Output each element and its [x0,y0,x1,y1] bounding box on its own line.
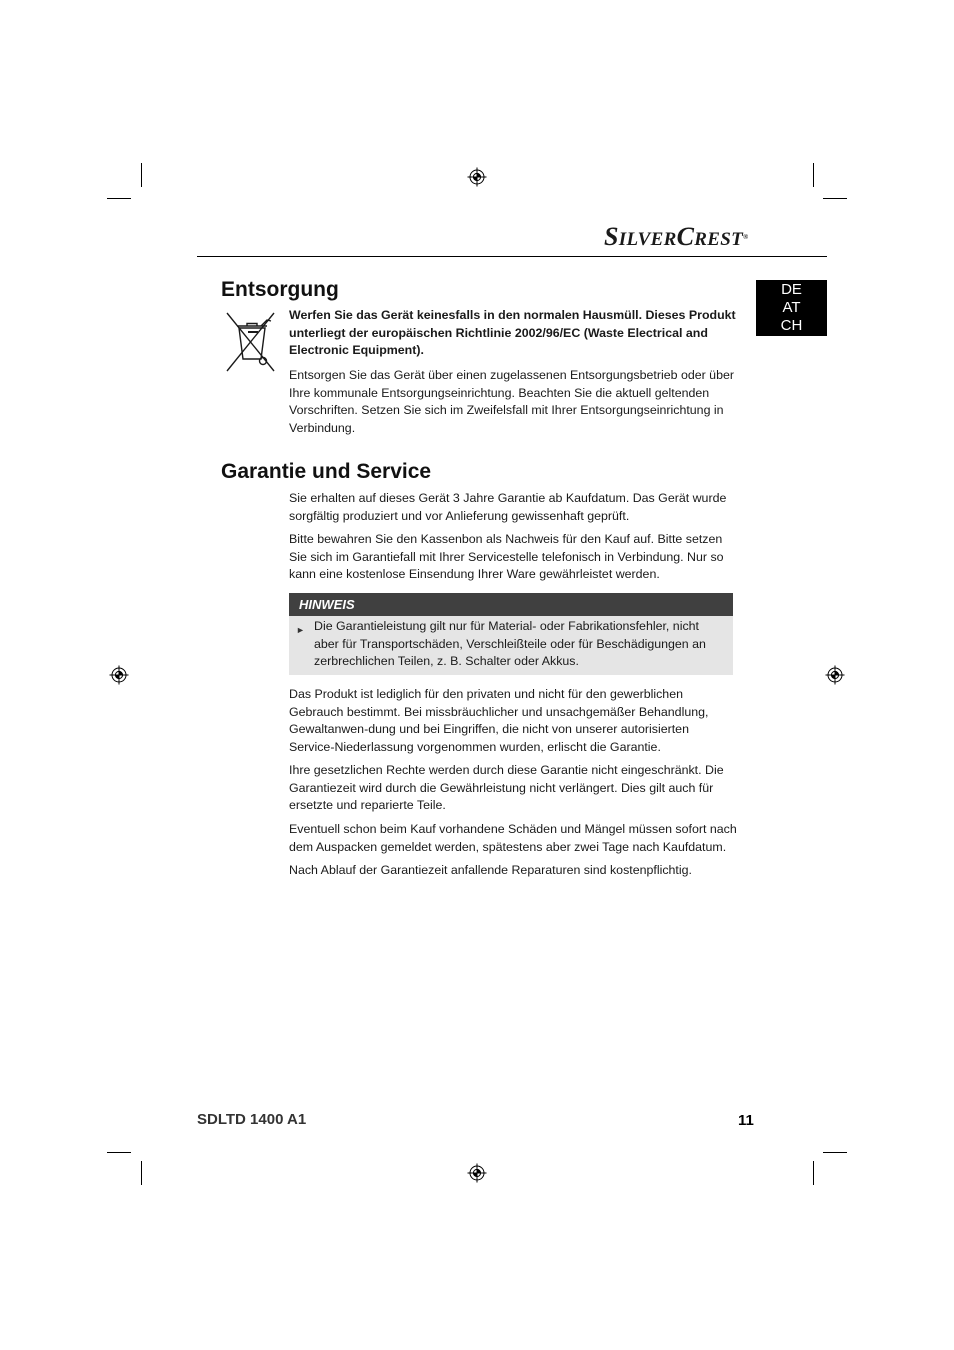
brand-logo [604,222,750,252]
registration-mark-top-icon [467,167,487,187]
note-body [289,616,733,675]
logo-letter: S [604,222,619,251]
disposal-title: Entsorgung [221,278,339,301]
crop-mark-top-left-v [141,163,142,187]
note-header: HINWEIS [289,593,733,616]
registration-mark-right-icon [825,665,845,685]
crop-mark-top-left-h [107,198,131,199]
warranty-paragraph-1: Sie erhalten auf dieses Gerät 3 Jahre Garantie ab Kaufdatum. Das Gerät wurde sorgfältig produziert und vor Anlieferung gewissenhaft geprüft. [289,491,727,523]
header-rule [197,256,827,257]
disposal-warning: Werfen Sie das Gerät keinesfalls in den normalen Hausmüll. Dieses Produkt unterliegt der europäischen Richtlinie 2002/96/EC (Waste Electrical and Electronic Equipment). [289,308,736,357]
page-number: 11 [738,1112,754,1129]
warranty-paragraph-6: Nach Ablauf der Garantiezeit anfallende Reparaturen sind kostenpflichtig. [289,863,692,877]
crossed-out-wheelie-bin-icon [223,311,277,373]
disposal-text: Entsorgen Sie das Gerät über einen zugelassenen Entsorgungsbetrieb oder über Ihre kommunale Entsorgungseinrichtung. Beachten Sie die aktuell geltenden Vorschriften. Setzen Sie sich im Zweifelsfall mit Ihrer Entsorgungseinrichtung in Verbindung. [289,368,734,435]
language-code: DE [781,281,802,298]
warranty-paragraph-2: Bitte bewahren Sie den Kassenbon als Nachweis für den Kauf auf. Bitte setzen Sie sich im Garantiefall mit Ihrer Servicestelle telefonisch in Verbindung. Nur so kann eine kostenlose Einsendung Ihrer Ware gewährleistet werden. [289,532,724,581]
logo-word-part: REST [694,229,743,250]
warranty-title: Garantie und Service [221,460,432,483]
crop-mark-bottom-right-h [823,1152,847,1153]
warranty-paragraph-4: Ihre gesetzlichen Rechte werden durch diese Garantie nicht eingeschränkt. Die Garantiezeit wird durch die Gewährleistung nicht verlängert. Dies gilt auch für ersetzte und reparierte Teile. [289,763,724,812]
footer-model-number: SDLTD 1400 A1 [197,1111,307,1128]
logo-word-part: ILVER [618,229,677,250]
triangle-bullet-icon: ► [296,625,305,635]
registration-mark-left-icon [109,665,129,685]
logo-registered-mark: ® [742,233,749,241]
warranty-paragraph-5: Eventuell schon beim Kauf vorhandene Schäden und Mängel müssen sofort nach dem Auspacken gemeldet werden, spätestens aber zwei Tage nach Kaufdatum. [289,822,737,854]
crop-mark-top-right-v [813,163,814,187]
language-tab [756,280,827,336]
crop-mark-bottom-left-h [107,1152,131,1153]
logo-letter: C [676,222,695,251]
warranty-paragraph-3: Das Produkt ist lediglich für den privaten und nicht für den gewerblichen Gebrauch bestimmt. Bei missbräuchlicher und unsachgemäßer Behandlung, Gewaltanwen-dung und bei Eingriffen, die nicht von unserer autorisierten Service-Niederlassung vorgenommen wurden, erlischt die Garantie. [289,687,709,754]
registration-mark-bottom-icon [467,1163,487,1183]
note-box [289,593,733,675]
language-code: AT [782,299,801,316]
note-text: Die Garantieleistung gilt nur für Material- oder Fabrikationsfehler, nicht aber für Transportschäden, Verschleißteile oder für Beschädigungen an zerbrechlichen Teilen, z. B. Schalter oder Akkus. [314,619,706,668]
language-code: CH [780,317,803,334]
crop-mark-bottom-left-v [141,1161,142,1185]
crop-mark-top-right-h [823,198,847,199]
crop-mark-bottom-right-v [813,1161,814,1185]
